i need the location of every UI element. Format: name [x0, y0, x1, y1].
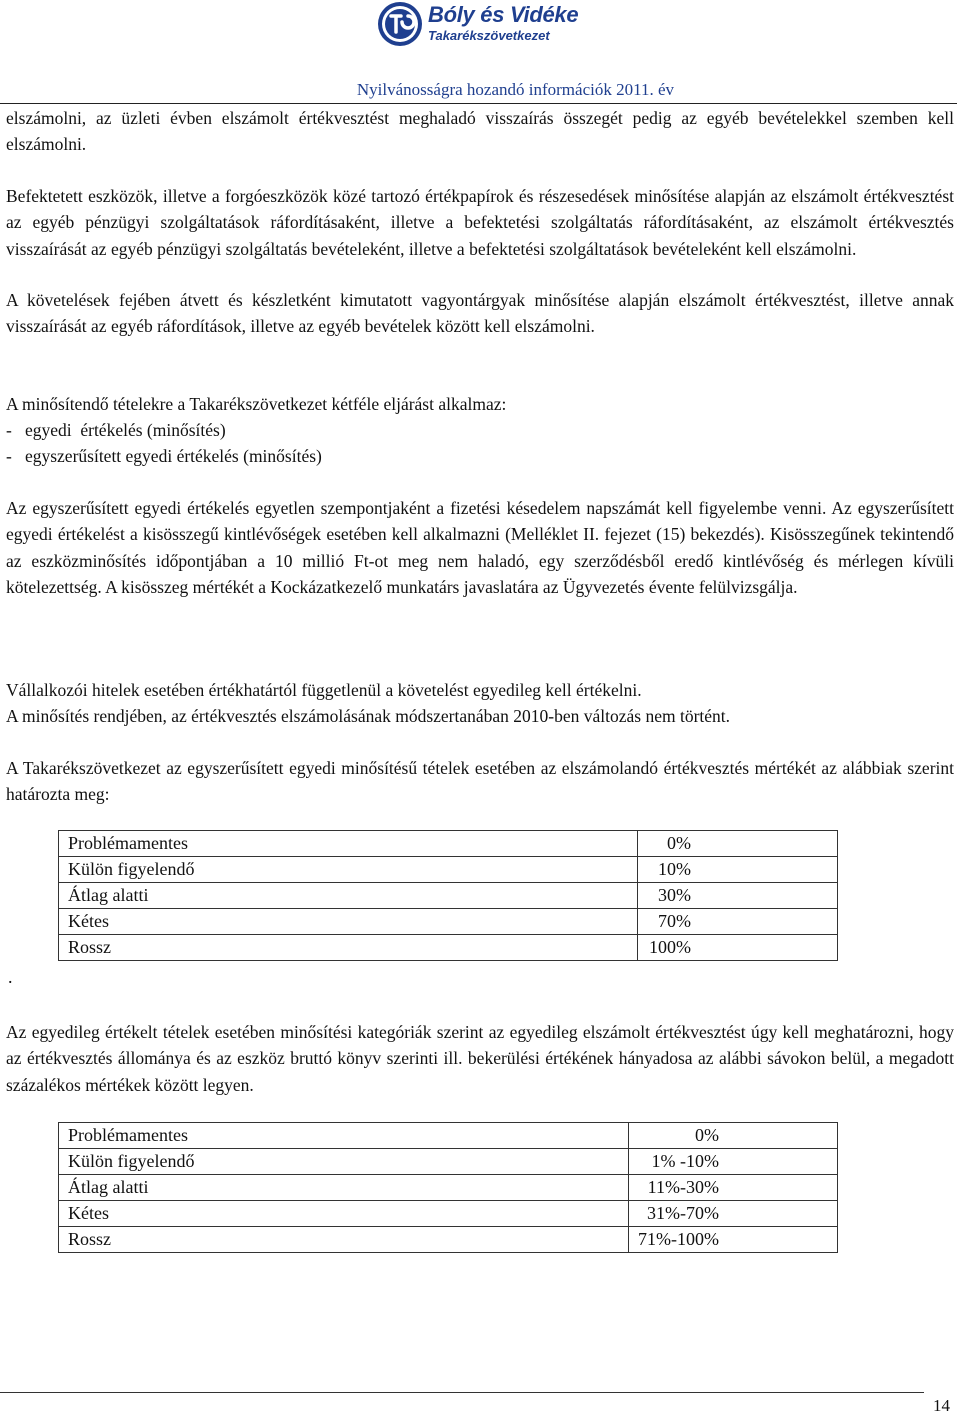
paragraph-procedures-intro: A minősítendő tételekre a Takarékszövetkezet kétféle eljárást alkalmaz: [6, 394, 507, 414]
category-cell: Kétes [59, 1201, 629, 1227]
table-row [59, 1149, 838, 1175]
rate-cell: 10% [638, 857, 838, 883]
rate-cell: 0% [629, 1123, 838, 1149]
logo-subtitle: Takarékszövetkezet [428, 28, 550, 43]
category-cell: Problémamentes [59, 1123, 629, 1149]
rate-cell: 100% [638, 935, 838, 961]
table-row [59, 857, 838, 883]
category-cell: Rossz [59, 935, 638, 961]
procedure-item-1: - egyedi értékelés (minősítés) [6, 420, 226, 440]
category-cell: Átlag alatti [59, 883, 638, 909]
table-row [59, 1227, 838, 1253]
impairment-rate-table-individual [58, 1122, 838, 1253]
table-row [59, 831, 838, 857]
stray-dot: . [8, 967, 13, 987]
bank-logo [376, 0, 579, 50]
paragraph-3: A követelések fejében átvett és készletként kimutatott vagyontárgyak minősítése alapján elszámolt értékvesztést, illetve annak visszaírását az egyéb ráfordítások, illetve az egyéb bevételek között kell elszámolni. [6, 290, 954, 337]
rate-cell: 0% [638, 831, 838, 857]
category-cell: Problémamentes [59, 831, 638, 857]
header-divider [0, 103, 957, 104]
paragraph-no-change: A minősítés rendjében, az értékvesztés elszámolásának módszertanában 2010-ben változás nem történt. [6, 706, 731, 726]
impairment-rate-table-simplified [58, 830, 838, 961]
rate-cell: 11%-30% [629, 1175, 838, 1201]
page-number: 14 [933, 1396, 950, 1415]
logo-title: Bóly és Vidéke [428, 2, 579, 27]
table-row [59, 909, 838, 935]
table-row [59, 935, 838, 961]
procedure-item-2: - egyszerűsített egyedi értékelés (minősítés) [6, 446, 322, 466]
logo-emblem-icon [376, 0, 424, 48]
paragraph-individual: Az egyedileg értékelt tételek esetében minősítési kategóriák szerint az egyedileg elszámolt értékvesztést úgy kell meghatározni, hogy az értékvesztés állománya és az eszköz bruttó könyv szerinti ill. bekerülési értékének hányadosa az alábbi sávokon belül, a megadott százalékos mértékek között legyen. [6, 1022, 954, 1095]
footer-divider [0, 1392, 924, 1393]
table-row [59, 1201, 838, 1227]
table-row [59, 1123, 838, 1149]
rate-cell: 70% [638, 909, 838, 935]
paragraph-table-intro: A Takarékszövetkezet az egyszerűsített egyedi minősítésű tételek esetében az elszámolandó értékvesztés mértékét az alábbiak szerint határozta meg: [6, 758, 954, 805]
paragraph-business-loans: Vállalkozói hitelek esetében értékhatártól függetlenül a követelést egyedileg kell értékelni. [6, 680, 642, 700]
category-cell: Kétes [59, 909, 638, 935]
table-row [59, 1175, 838, 1201]
header-note: Nyilvánosságra hozandó információk 2011. év [356, 80, 674, 99]
rate-cell: 30% [638, 883, 838, 909]
rate-cell: 71%-100% [629, 1227, 838, 1253]
paragraph-simplified: Az egyszerűsített egyedi értékelés egyetlen szempontjaként a fizetési késedelem napszámát kell figyelembe venni. Az egyszerűsített egyedi értékelést a kisösszegű kintlévőségek esetében kell alkalmazni (Melléklet II. fejezet (15) bekezdés). Kisösszegűnek tekintendő az eszközminősítés időpontjában a 10 millió Ft-ot meg nem haladó, egy szerződésből eredő kintlévőség és mérlegen kívüli kötelezettség. A kisösszeg mértékét a Kockázatkezelő munkatárs javaslatára az Ügyvezetés évente felülvizsgálja. [6, 498, 954, 598]
rate-cell: 1% -10% [629, 1149, 838, 1175]
rate-cell: 31%-70% [629, 1201, 838, 1227]
paragraph-1: elszámolni, az üzleti évben elszámolt értékvesztést meghaladó visszaírás összegét pedig az egyéb bevételekkel szemben kell elszámolni. [6, 108, 954, 155]
category-cell: Rossz [59, 1227, 629, 1253]
category-cell: Külön figyelendő [59, 857, 638, 883]
table-row [59, 883, 838, 909]
paragraph-2: Befektetett eszközök, illetve a forgóeszközök közé tartozó értékpapírok és részesedések minősítése alapján az elszámolt értékvesztést az egyéb pénzügyi szolgáltatások ráfordításaként, illetve a befektetési szolgáltatás ráfordításaként, az elszámolt értékvesztés visszaírását az egyéb pénzügyi szolgáltatás bevételeként, illetve a befektetési szolgáltatások bevételeként kell elszámolni. [6, 186, 954, 259]
category-cell: Átlag alatti [59, 1175, 629, 1201]
category-cell: Külön figyelendő [59, 1149, 629, 1175]
